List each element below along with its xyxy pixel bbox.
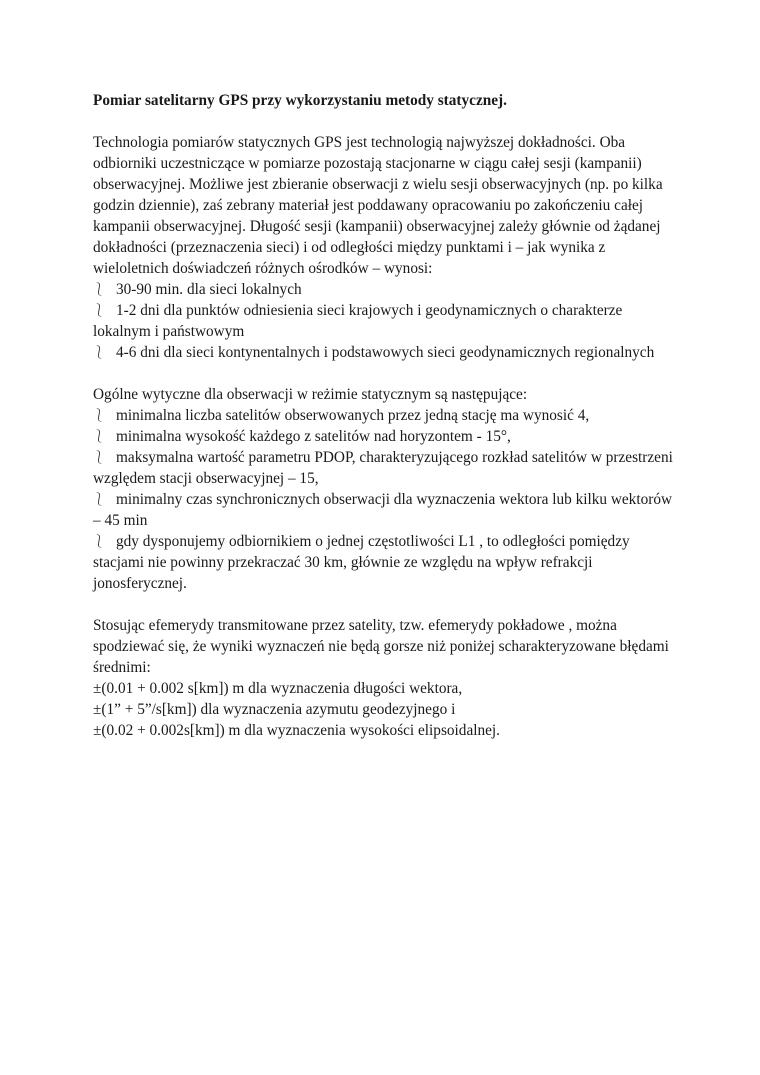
accuracy-line: ±(1” + 5”/s[km]) dla wyznaczenia azymutu geodezyjnego i: [93, 701, 456, 718]
bullet-icon: ⎱: [93, 534, 106, 548]
guidelines-list: [93, 405, 683, 594]
bullet-icon: ⎱: [93, 345, 106, 359]
bullet-icon: ⎱: [93, 282, 106, 296]
list-item: ⎱ minimalna liczba satelitów obserwowanych przez jedną stację ma wynosić 4,: [93, 407, 590, 424]
bullet-icon: ⎱: [93, 492, 106, 506]
guidelines-intro: Ogólne wytyczne dla obserwacji w reżimie statycznym są następujące:: [93, 386, 528, 403]
list-item: ⎱ minimalny czas synchronicznych obserwacji dla wyznaczenia wektora lub kilku wektorów – 45 min: [93, 491, 673, 529]
ephemeris-paragraph: Stosując efemerydy transmitowane przez satelity, tzw. efemerydy pokładowe , można spodziewać się, że wyniki wyznaczeń nie będą gorsze niż poniżej scharakteryzowane błędami średnimi:: [93, 617, 669, 676]
list-item: ⎱ minimalna wysokość każdego z satelitów nad horyzontem - 15°,: [93, 428, 511, 445]
session-duration-list: [93, 279, 683, 363]
list-item: ⎱ gdy dysponujemy odbiornikiem o jednej częstotliwości L1 , to odległości pomiędzy stacjami nie powinny przekraczać 30 km, głównie ze względu na wpływ refrakcji jonosferycznej.: [93, 533, 630, 592]
bullet-icon: ⎱: [93, 408, 106, 422]
list-item: ⎱ 1-2 dni dla punktów odniesienia sieci krajowych i geodynamicznych o charakterze lokalnym i państwowym: [93, 302, 623, 340]
document-title: Pomiar satelitarny GPS przy wykorzystaniu metody statycznej.: [93, 92, 507, 109]
document-body: [93, 90, 683, 741]
bullet-icon: ⎱: [93, 450, 106, 464]
accuracy-line: ±(0.02 + 0.002s[km]) m dla wyznaczenia wysokości elipsoidalnej.: [93, 722, 500, 739]
list-item: ⎱ 30-90 min. dla sieci lokalnych: [93, 281, 302, 298]
intro-paragraph: Technologia pomiarów statycznych GPS jest technologią najwyższej dokładności. Oba odbiorniki uczestniczące w pomiarze pozostają stacjonarne w ciągu całej sesji (kampanii) obserwacyjnej. Możliwe jest zbieranie obserwacji z wielu sesji obserwacyjnych (np. po kilka godzin dziennie), zaś zebrany materiał jest poddawany opracowaniu po zakończeniu całej kampanii obserwacyjnej. Długość sesji (kampanii) obserwacyjnej zależy głównie od żądanej dokładności (przeznaczenia sieci) i od odległości między punktami i – jak wynika z wieloletnich doświadczeń różnych ośrodków – wynosi:: [93, 134, 663, 277]
list-item: ⎱ maksymalna wartość parametru PDOP, charakteryzującego rozkład satelitów w przestrzeni względem stacji obserwacyjnej – 15,: [93, 449, 673, 487]
accuracy-line: ±(0.01 + 0.002 s[km]) m dla wyznaczenia długości wektora,: [93, 680, 463, 697]
bullet-icon: ⎱: [93, 303, 106, 317]
bullet-icon: ⎱: [93, 429, 106, 443]
list-item: ⎱ 4-6 dni dla sieci kontynentalnych i podstawowych sieci geodynamicznych regionalnych: [93, 344, 655, 361]
